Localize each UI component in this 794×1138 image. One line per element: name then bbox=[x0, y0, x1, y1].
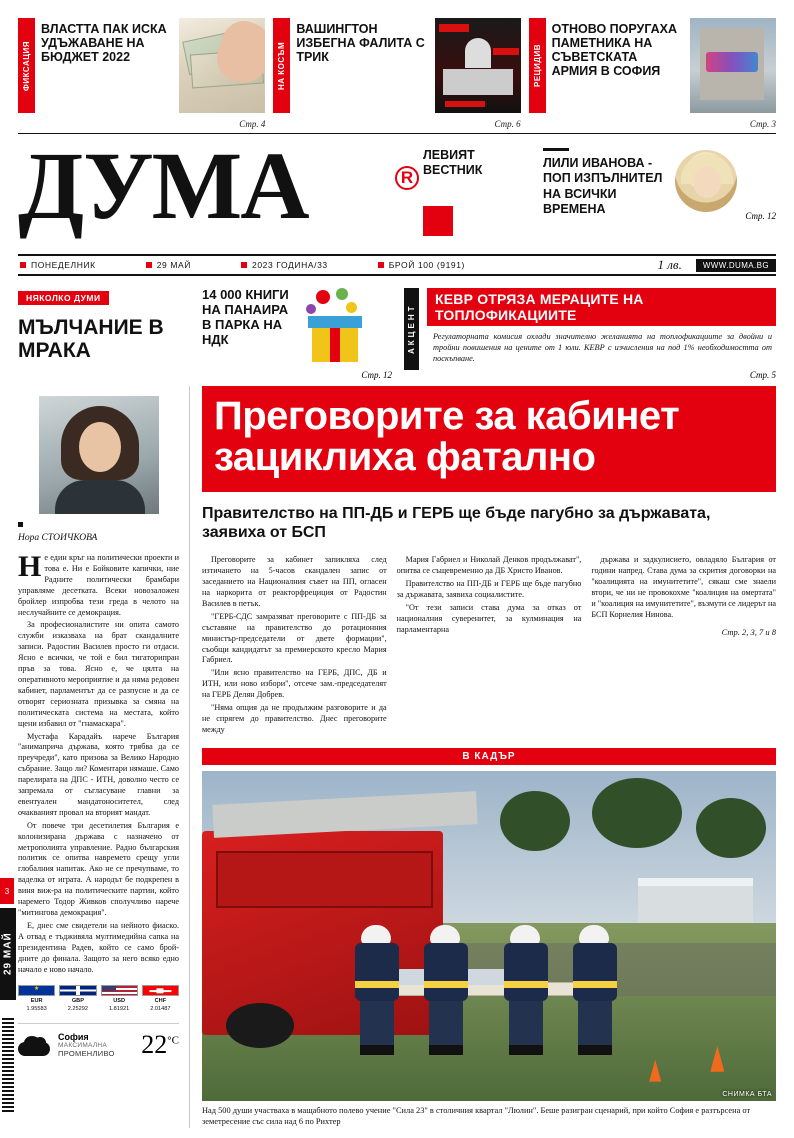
top-teaser-strip bbox=[18, 18, 776, 129]
website-link[interactable]: WWW.DUMA.BG bbox=[696, 259, 776, 272]
flag-us-icon bbox=[101, 985, 138, 996]
red-square-mark bbox=[423, 206, 453, 236]
weather-city: София bbox=[58, 1031, 89, 1042]
bullet-icon bbox=[378, 262, 384, 268]
teaser-tag-label: РЕЦИДИВ bbox=[529, 18, 546, 113]
editorial-body bbox=[18, 550, 179, 975]
teaser-lili-ivanova[interactable] bbox=[533, 140, 776, 221]
lead-headline[interactable]: Преговорите за кабинет зациклиха фатално bbox=[202, 386, 776, 492]
teaser-headline: ОТНОВО ПОРУГАХА ПАМЕТНИКА НА СЪВЕТСКАТА АРМИЯ В СОФИЯ bbox=[551, 22, 678, 79]
year-label: 2023 ГОДИНА/33 bbox=[252, 260, 328, 270]
lead-paragraph: държава и задкулисието, овладяло България от години напред. Става дума за скрития договорки на "коалицията на имунитетите", сякаш сме знаели втори, че ни не провокохме "коалиция на омертата" и "коалиция на имунитетите", възмути се лидерът на БСП Корнелия Нинова. bbox=[591, 554, 777, 619]
weekday-label: ПОНЕДЕЛНИК bbox=[31, 260, 96, 270]
photo-section-label: В КАДЪР bbox=[202, 748, 776, 765]
bullet-icon bbox=[20, 262, 26, 268]
weather-description: ПРОМЕНЛИВО bbox=[58, 1048, 115, 1058]
accent-page-ref: Стр. 5 bbox=[749, 370, 776, 380]
author-photo bbox=[39, 396, 159, 514]
lead-paragraph: "Няма опция да не продължим разговорите и да не спрягем до правителство. Днес преговорите между bbox=[202, 703, 387, 735]
bullet-icon bbox=[241, 262, 247, 268]
teaser-rule bbox=[543, 148, 569, 151]
secondary-teaser-row bbox=[18, 287, 776, 380]
teaser-image-monument bbox=[690, 18, 776, 113]
accent-tag-label: АКЦЕНТ bbox=[404, 288, 419, 370]
lead-story-column bbox=[190, 386, 776, 1128]
masthead bbox=[18, 132, 776, 244]
weather-widget bbox=[18, 1023, 179, 1060]
byline-dot-icon bbox=[18, 522, 23, 527]
edge-date-tab: 29 МАЙ bbox=[0, 908, 16, 1000]
issue-number: БРОЙ 100 (9191) bbox=[388, 260, 465, 270]
lead-paragraph: Мария Габриел и Николай Денков продължават", опитва се същевременно да ДБ Христо Иванов. bbox=[396, 554, 582, 575]
editorial-paragraph: Е, днес сме свидетели на нейното фиаско. А отвад е тъдживяла мултимедийна сапка на президентина Радев, който се само брой-дните до финала. Защото за него всяко едно начало е ново начало. bbox=[18, 920, 179, 974]
teaser-image-capitol bbox=[435, 18, 521, 113]
weather-max-label: МАКСИМАЛНА bbox=[58, 1041, 108, 1049]
lead-paragraph: Правителство на ПП-ДБ и ГЕРБ ще бъде пагубно за държавата, заявиха социалистите. bbox=[396, 578, 582, 599]
accent-headline: КЕВР ОТРЯЗА МЕРАЦИТЕ НА ТОПЛОФИКАЦИИТЕ bbox=[427, 288, 776, 326]
lead-photo bbox=[202, 771, 776, 1101]
lead-paragraph: "От тези записи става дума за отказ от националния суверенитет, за кулминация на парламентарна bbox=[396, 602, 582, 634]
teaser-headline: ВАШИНГТОН ИЗБЕГНА ФАЛИТА С ТРИК bbox=[296, 22, 425, 65]
lead-deck: Правителство на ПП-ДБ и ГЕРБ ще бъде пагубно за държавата, заявиха от БСП bbox=[202, 504, 711, 542]
currency-code: EUR bbox=[30, 998, 43, 1005]
teaser-monument[interactable] bbox=[529, 18, 776, 129]
gift-box-icon bbox=[302, 288, 372, 362]
newspaper-page bbox=[0, 18, 794, 1138]
teaser-tag-label: НА КОСЪМ bbox=[273, 18, 290, 113]
temperature-unit: °C bbox=[167, 1034, 179, 1047]
lead-paragraph: Преговорите за кабинет запикляха след изтичането на 5-часов скандален запис от заседанието на Националния съвет на ПП, огласен на наркорита от реакторфрециция от Радостин Василев в петък. bbox=[202, 554, 387, 608]
subtitle-line-1: ЛЕВИЯТ bbox=[423, 148, 475, 162]
accent-block[interactable] bbox=[404, 288, 776, 380]
photo-caption: Над 500 души участваха в мащабното полево учение "Сила 23" в столичния квартал "Люлин". Беше разигран сценарий, при който София е разтърсена от земетресение със сила над 6 по Рихтер bbox=[202, 1106, 751, 1127]
temperature-value: 22 bbox=[141, 1029, 168, 1059]
teaser-image-money bbox=[179, 18, 265, 113]
price-label: 1 лв. bbox=[657, 257, 682, 272]
main-content bbox=[18, 386, 776, 1128]
editorial-kicker: НЯКОЛКО ДУМИ bbox=[18, 291, 109, 305]
teaser-page-ref: Стр. 6 bbox=[494, 119, 521, 129]
editorial-paragraph: От повече три десетилетия България е колонизирана държава с назначено от метрополията управление. Радно българския политик се опитва навремето срещу угли глобалния напитак. Ако не се пречупваме, то ваделка от играта. А народът бе подкрепен в виня виж-ра на политическите партии, който наремего Тодор Живков сполучливо нарече "митингова демокрация". bbox=[18, 820, 179, 917]
cloud-icon bbox=[18, 1032, 52, 1058]
lead-column-2 bbox=[397, 555, 582, 739]
edge-red-mark: 3 bbox=[0, 878, 14, 904]
editorial-paragraph: Мустафа Карадайъ нарече България "анимаприча държава, която трябва да се преучреди", като призова за Велико Народно събрание. Защо ли? Коментари нямаше. Само парелирата на ДПС - ИТН, доволно често се запремала от съгласуване главни за евентуален мандатоноситетел, след очакваният провал на вторият мандат. bbox=[18, 731, 179, 817]
photo-credit: СНИМКА БТА bbox=[722, 1091, 772, 1099]
flag-ch-icon bbox=[142, 985, 179, 996]
editorial-title: МЪЛЧАНИЕ В МРАКА bbox=[18, 316, 164, 363]
weather-temperature bbox=[141, 1030, 179, 1060]
teaser-headline: ВЛАСТТА ПАК ИСКА УДЪЖАВАНЕ НА БЮДЖЕТ 2022 bbox=[41, 22, 167, 65]
date-label: 29 МАЙ bbox=[156, 260, 192, 270]
teaser-page-ref: Стр. 3 bbox=[749, 119, 776, 129]
currency-value: 2.25292 bbox=[67, 1005, 88, 1012]
flag-eu-icon bbox=[18, 985, 55, 996]
teaser-page-ref: Стр. 4 bbox=[239, 119, 266, 129]
currency-usd bbox=[101, 985, 138, 1013]
currency-rates bbox=[18, 985, 179, 1013]
currency-value: 1.95583 bbox=[26, 1005, 47, 1012]
currency-value: 2.01487 bbox=[150, 1005, 171, 1012]
bullet-icon bbox=[146, 262, 152, 268]
teaser-page-ref: Стр. 12 bbox=[745, 211, 776, 221]
editorial-teaser[interactable] bbox=[18, 288, 190, 370]
flag-uk-icon bbox=[59, 985, 96, 996]
drop-cap: Н bbox=[18, 550, 42, 583]
editorial-column bbox=[18, 386, 190, 1128]
teaser-tag-label: ФИКСАЦИЯ bbox=[18, 18, 35, 113]
barcode bbox=[2, 1018, 14, 1114]
currency-value: 1.81921 bbox=[109, 1005, 130, 1012]
registered-trademark-icon: R bbox=[395, 166, 419, 190]
lead-paragraph: "ГЕРБ-СДС замразяват преговорите с ПП-ДБ за съставяне на правителство до ротационния министър-председатели от двете формации", съобщи кандидатът за премиерското кресло Мария Габриел. bbox=[202, 611, 387, 665]
logo-wrapper[interactable] bbox=[18, 132, 423, 239]
date-bar bbox=[18, 254, 776, 276]
lead-column-3 bbox=[591, 555, 776, 739]
lead-paragraph: "Или ясно правителство на ГЕРБ, ДПС, ДБ и ИТН, или ново избори", отсече зам.-председателят на ГЕРБ Делян Добрев. bbox=[202, 668, 387, 700]
see-also-reference[interactable]: Стр. 2, 3, 7 и 8 bbox=[721, 626, 777, 637]
teaser-washington[interactable] bbox=[273, 18, 521, 129]
masthead-subtitle bbox=[423, 140, 533, 236]
currency-gbp bbox=[59, 985, 96, 1013]
currency-code: CHF bbox=[154, 998, 167, 1005]
teaser-book-fair[interactable] bbox=[202, 287, 392, 380]
avatar bbox=[675, 150, 737, 212]
teaser-headline: 14 000 КНИГИ НА ПАНАИРА В ПАРКА НА НДК bbox=[202, 287, 289, 347]
currency-eur bbox=[18, 985, 55, 1013]
currency-code: USD bbox=[113, 998, 126, 1005]
lead-column-1 bbox=[202, 555, 387, 739]
lead-body-columns bbox=[202, 555, 776, 739]
author-name: Нора СТОИЧКОВА bbox=[18, 533, 98, 543]
editorial-paragraph: За професионалистите ни опита самото служби изказваха на брат скандалните записи. Радостин Василев просто ги отдаси. Ясно е всички, че той е бил тигаторипран пръв за това. Ясно е, че цялта на оперативното мероприятие и да няма редовен кабинет, парламентът да се разпусне и да се отворят сериозната призывка за смяна на политическата система на местата, който щени избавил от "гнамаскара". bbox=[18, 620, 179, 728]
teaser-headline: ЛИЛИ ИВАНОВА - ПОП ИЗПЪЛНИТЕЛ НА ВСИЧКИ ВРЕМЕНА bbox=[543, 156, 663, 216]
newspaper-logo: ДУМА bbox=[18, 132, 308, 239]
currency-code: GBP bbox=[71, 998, 84, 1005]
teaser-page-ref: Стр. 12 bbox=[361, 370, 392, 380]
teaser-budget[interactable] bbox=[18, 18, 266, 129]
currency-chf bbox=[142, 985, 179, 1013]
subtitle-line-2: ВЕСТНИК bbox=[423, 163, 483, 177]
accent-summary: Регулаторната комисия охлади значително желанията на топлофикациите за двойни и тройни повишения на цените от 1 юли. КЕВР с изчисления на под 1% необходимостта от поскъпване. bbox=[433, 332, 772, 363]
editorial-paragraph: е един кръг на политически проекти и това е. Ни е Бойковите капички, ние Радните политически брамбари управляме десетката. Всеки новозаложен бройлер изпробва тези греда в челото на неслучайните се демокрация. bbox=[18, 553, 179, 617]
